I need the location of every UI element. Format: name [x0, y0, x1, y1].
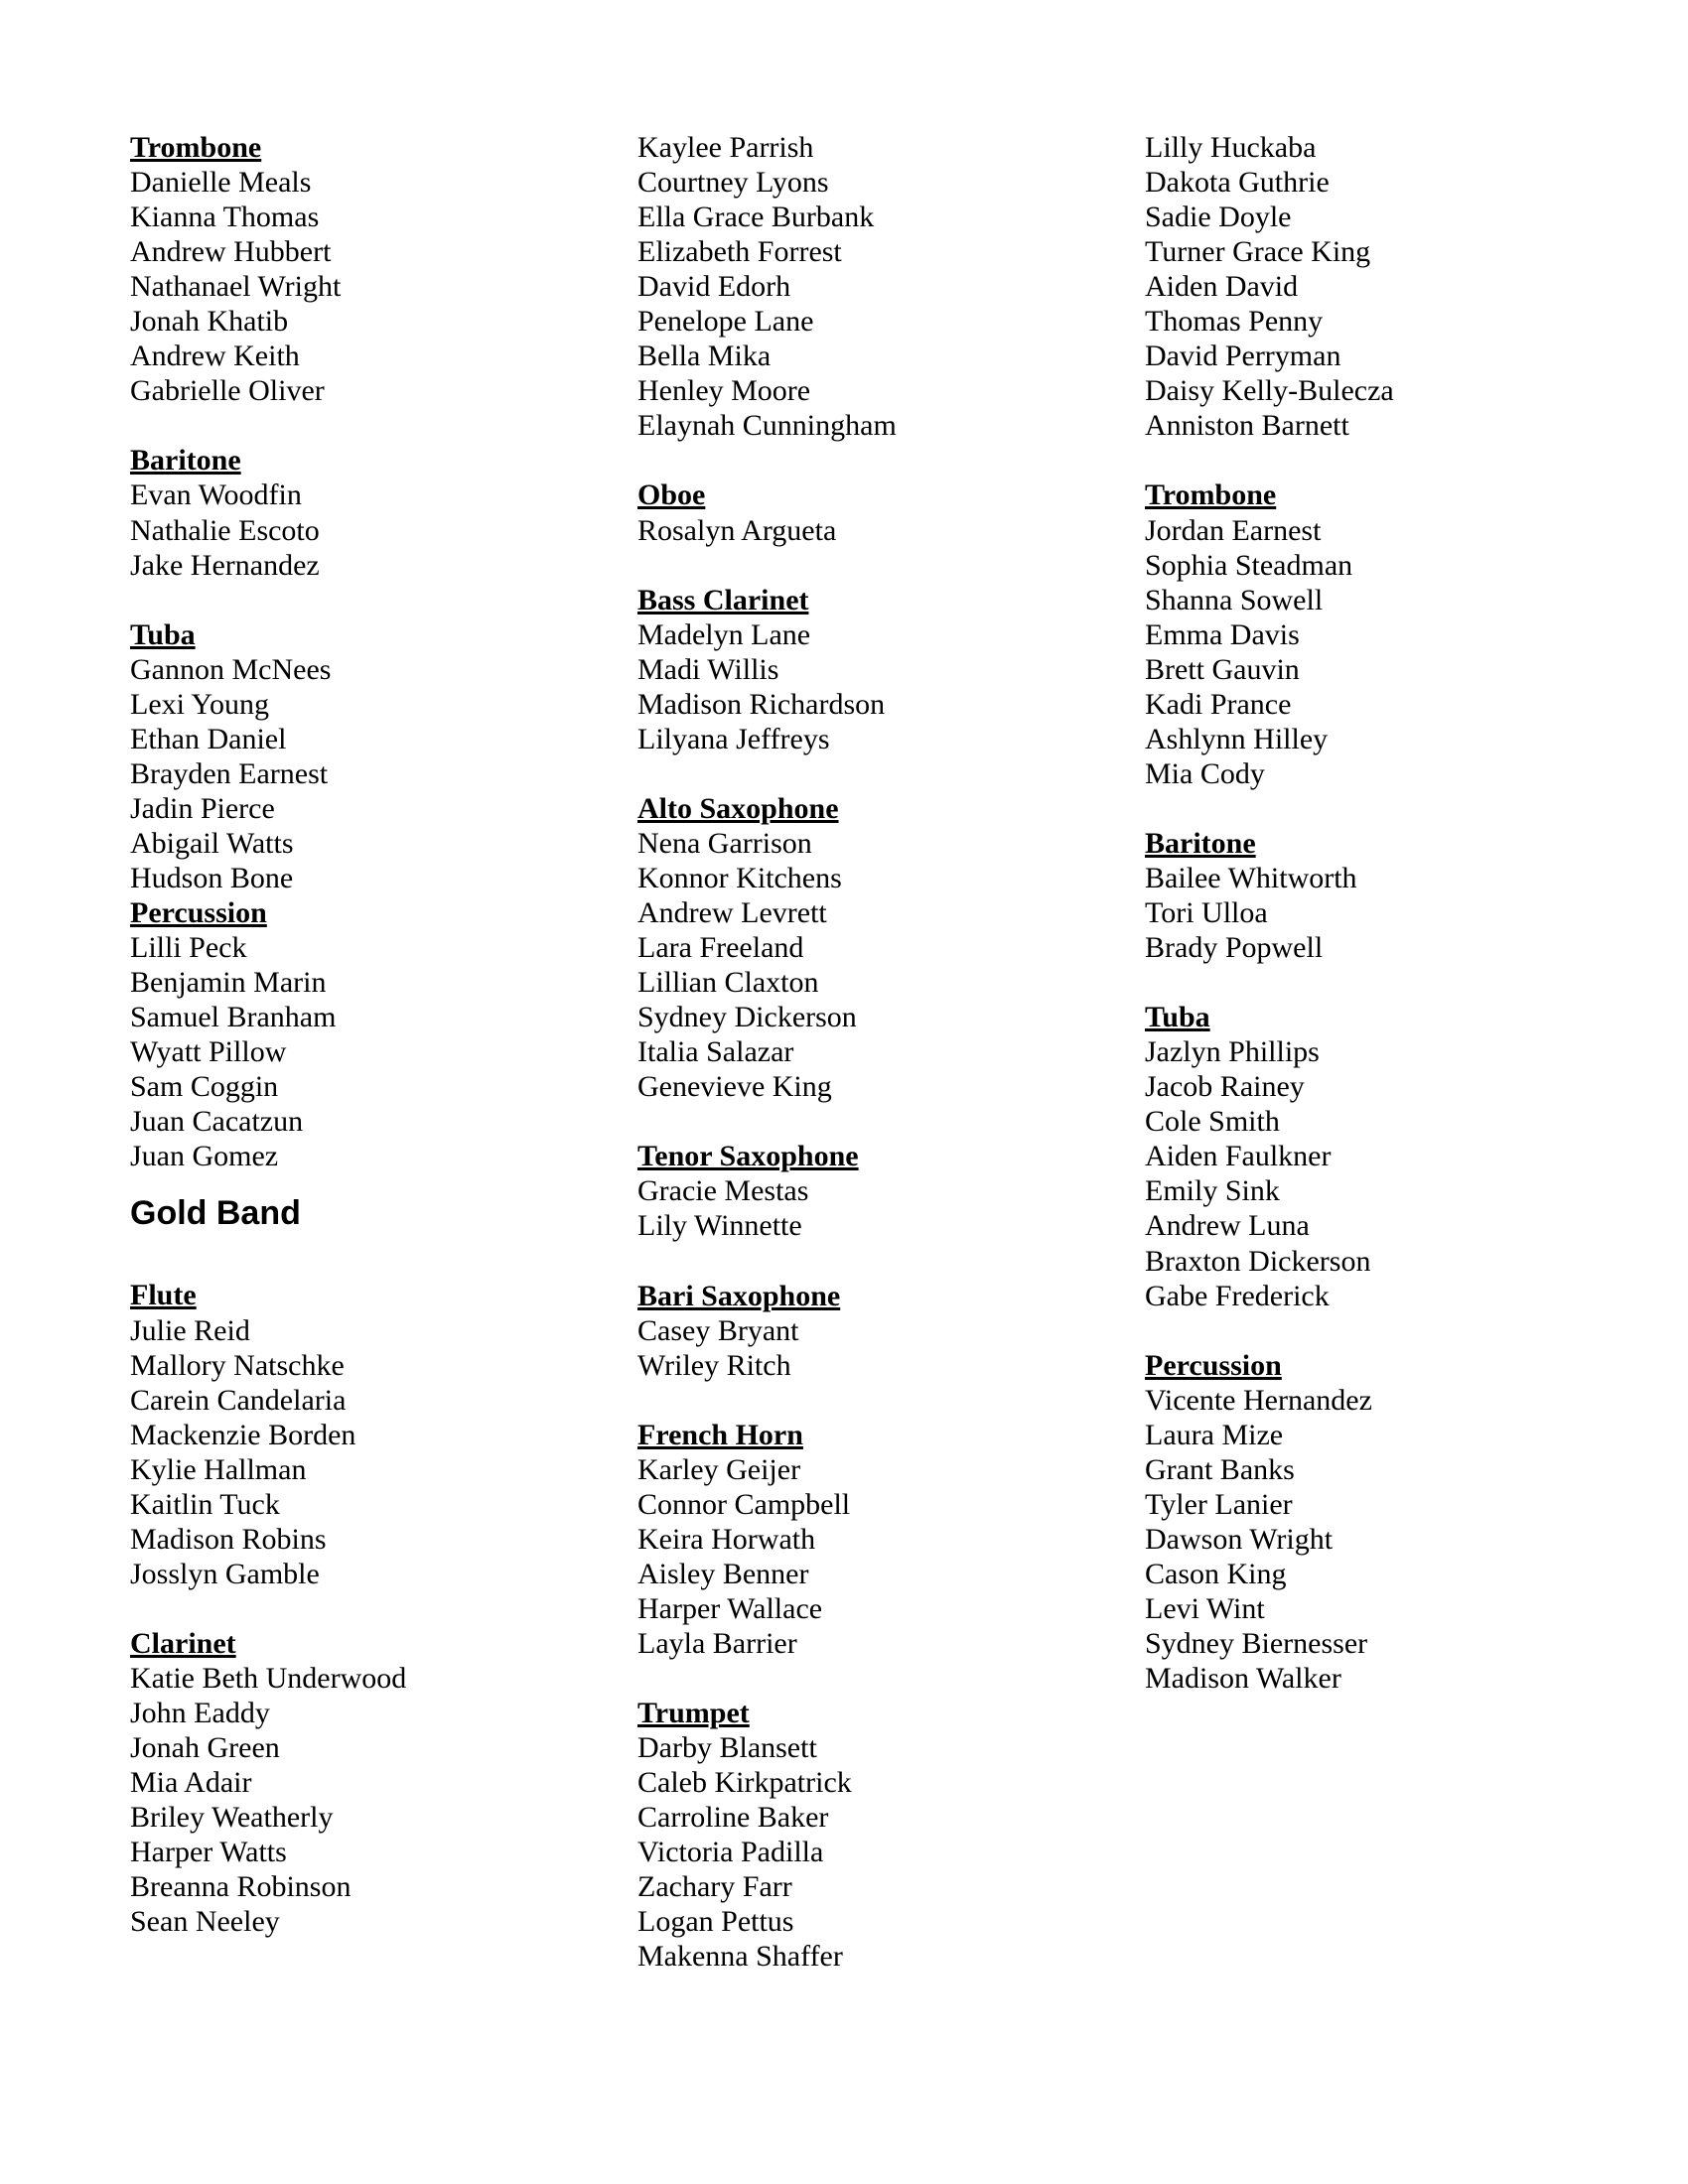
section-spacer	[637, 1661, 1134, 1696]
section-spacer	[130, 408, 627, 443]
section-heading: Clarinet	[130, 1626, 236, 1660]
member-name: Darby Blansett	[637, 1731, 817, 1765]
member-name: Katie Beth Underwood	[130, 1661, 407, 1695]
member-name: Rosalyn Argueta	[637, 513, 837, 547]
section-spacer	[1145, 443, 1641, 478]
member-name: Harper Wallace	[637, 1591, 823, 1625]
section-continued	[637, 130, 1134, 443]
member-name: Julie Reid	[130, 1313, 250, 1347]
section-baritone	[130, 443, 627, 582]
section-tuba	[1145, 1000, 1641, 1312]
member-name: Andrew Levrett	[637, 896, 827, 930]
member-name: Anniston Barnett	[1145, 409, 1349, 443]
section-spacer	[1145, 1313, 1641, 1348]
member-name: Aiden David	[1145, 270, 1299, 304]
section-heading: Tuba	[1145, 1001, 1210, 1034]
member-name: Henley Moore	[637, 374, 811, 408]
member-name: Nathanael Wright	[130, 270, 342, 304]
section-heading: Percussion	[130, 896, 267, 930]
member-name: Bailee Whitworth	[1145, 861, 1357, 894]
member-name: Gabe Frederick	[1145, 1279, 1330, 1312]
section-heading: Bass Clarinet	[637, 583, 809, 616]
section-heading: Trombone	[1145, 478, 1277, 512]
section-clarinet	[130, 1626, 627, 1939]
member-name: Ashlynn Hilley	[1145, 722, 1329, 755]
member-name: Jazlyn Phillips	[1145, 1035, 1320, 1069]
member-name: Mia Cody	[1145, 756, 1265, 790]
member-name: Mia Adair	[130, 1766, 252, 1800]
member-name: Konnor Kitchens	[637, 861, 842, 894]
section-heading: Bari Saxophone	[637, 1279, 841, 1312]
section-spacer	[637, 756, 1134, 791]
member-name: Harper Watts	[130, 1836, 287, 1869]
section-spacer	[637, 443, 1134, 478]
member-name: Cason King	[1145, 1557, 1287, 1590]
member-name: Kianna Thomas	[130, 201, 320, 234]
member-name: Vicente Hernandez	[1145, 1383, 1372, 1417]
member-name: Brayden Earnest	[130, 756, 329, 790]
member-name: Cole Smith	[1145, 1105, 1280, 1139]
member-name: Lillian Claxton	[637, 966, 819, 1000]
member-name: Sydney Biernesser	[1145, 1627, 1368, 1661]
section-tuba	[130, 617, 627, 895]
member-name: Juan Gomez	[130, 1140, 279, 1173]
member-name: Gannon McNees	[130, 652, 332, 686]
section-spacer	[130, 1591, 627, 1626]
section-trombone	[130, 130, 627, 408]
member-name: David Edorh	[637, 270, 791, 304]
member-name: David Perryman	[1145, 340, 1341, 373]
member-name: Jordan Earnest	[1145, 513, 1322, 547]
member-name: Carroline Baker	[637, 1801, 829, 1835]
member-name: Braxton Dickerson	[1145, 1244, 1371, 1278]
section-bari-saxophone	[637, 1279, 1134, 1383]
section-spacer	[1145, 965, 1641, 1000]
member-name: Jonah Green	[130, 1731, 280, 1765]
member-name: Madison Richardson	[637, 687, 886, 721]
member-name: Abigail Watts	[130, 826, 294, 860]
member-name: Genevieve King	[637, 1070, 832, 1104]
member-name: Casey Bryant	[637, 1313, 799, 1347]
member-name: Kadi Prance	[1145, 687, 1292, 721]
member-name: Lilli Peck	[130, 931, 247, 965]
member-name: Lily Winnette	[637, 1209, 802, 1243]
section-baritone	[1145, 826, 1641, 965]
section-spacer	[637, 1104, 1134, 1139]
member-name: Jadin Pierce	[130, 791, 275, 825]
section-tenor-saxophone	[637, 1139, 1134, 1243]
member-name: Connor Campbell	[637, 1487, 851, 1521]
member-name: Brady Popwell	[1145, 931, 1324, 965]
member-name: Grant Banks	[1145, 1452, 1295, 1486]
member-name: Sam Coggin	[130, 1070, 279, 1104]
member-name: Josslyn Gamble	[130, 1557, 320, 1590]
section-heading: French Horn	[637, 1418, 803, 1451]
section-spacer	[637, 1383, 1134, 1418]
member-name: Jonah Khatib	[130, 305, 289, 339]
member-name: Karley Geijer	[637, 1452, 801, 1486]
member-name: Aiden Faulkner	[1145, 1140, 1332, 1173]
member-name: Tori Ulloa	[1145, 896, 1268, 930]
member-name: Briley Weatherly	[130, 1801, 334, 1835]
member-name: Ella Grace Burbank	[637, 201, 875, 234]
member-name: Ethan Daniel	[130, 722, 287, 755]
band-title: Gold Band	[130, 1194, 301, 1233]
member-name: Sophia Steadman	[1145, 548, 1353, 582]
column-1	[130, 130, 627, 1939]
member-name: Andrew Luna	[1145, 1209, 1310, 1243]
section-spacer	[1145, 791, 1641, 826]
member-name: Elizabeth Forrest	[637, 235, 842, 269]
member-name: Keira Horwath	[637, 1522, 816, 1556]
section-continued	[1145, 130, 1641, 443]
member-name: Kaylee Parrish	[637, 131, 814, 164]
section-heading: Alto Saxophone	[637, 791, 839, 825]
member-name: Gracie Mestas	[637, 1174, 809, 1208]
section-alto-saxophone	[637, 791, 1134, 1104]
member-name: Victoria Padilla	[637, 1836, 824, 1869]
member-name: Italia Salazar	[637, 1035, 794, 1069]
member-name: Dawson Wright	[1145, 1522, 1334, 1556]
member-name: Jake Hernandez	[130, 548, 320, 582]
member-name: Dakota Guthrie	[1145, 166, 1330, 200]
section-flute	[130, 1278, 627, 1590]
section-percussion	[1145, 1348, 1641, 1696]
member-name: Hudson Bone	[130, 861, 294, 894]
member-name: Laura Mize	[1145, 1418, 1284, 1451]
section-bass-clarinet	[637, 583, 1134, 756]
member-name: Evan Woodfin	[130, 478, 302, 512]
section-percussion	[130, 895, 627, 1173]
member-name: Nena Garrison	[637, 826, 812, 860]
member-name: Nathalie Escoto	[130, 513, 320, 547]
member-name: Kylie Hallman	[130, 1452, 307, 1486]
column-3	[1145, 130, 1641, 1696]
member-name: Andrew Keith	[130, 340, 300, 373]
member-name: Bella Mika	[637, 340, 772, 373]
section-heading: Trombone	[130, 131, 262, 164]
member-name: Samuel Branham	[130, 1001, 337, 1034]
member-name: Courtney Lyons	[637, 166, 829, 200]
member-name: Emma Davis	[1145, 617, 1300, 651]
member-name: Makenna Shaffer	[637, 1940, 843, 1974]
member-name: Gabrielle Oliver	[130, 374, 325, 408]
member-name: Juan Cacatzun	[130, 1105, 304, 1139]
member-name: Benjamin Marin	[130, 966, 327, 1000]
member-name: Madison Walker	[1145, 1662, 1341, 1696]
section-heading: Percussion	[1145, 1348, 1282, 1382]
member-name: Lara Freeland	[637, 931, 804, 965]
member-name: Sadie Doyle	[1145, 201, 1292, 234]
member-name: Lilly Huckaba	[1145, 131, 1317, 164]
section-heading: Oboe	[637, 478, 706, 512]
section-trombone	[1145, 478, 1641, 790]
member-name: Elaynah Cunningham	[637, 409, 897, 443]
member-name: Thomas Penny	[1145, 305, 1324, 339]
member-name: Sean Neeley	[130, 1905, 280, 1939]
member-name: Lilyana Jeffreys	[637, 722, 830, 755]
member-name: Logan Pettus	[637, 1905, 794, 1939]
member-name: Madelyn Lane	[637, 617, 811, 651]
column-1-top-sections	[130, 130, 627, 1173]
section-heading: Baritone	[1145, 826, 1256, 860]
section-oboe	[637, 478, 1134, 547]
member-name: Mackenzie Borden	[130, 1418, 356, 1451]
member-name: Brett Gauvin	[1145, 652, 1300, 686]
member-name: Tyler Lanier	[1145, 1487, 1293, 1521]
member-name: Wriley Ritch	[637, 1348, 791, 1382]
member-name: Mallory Natschke	[130, 1348, 345, 1382]
member-name: Kaitlin Tuck	[130, 1487, 280, 1521]
section-heading: Tuba	[130, 617, 196, 651]
member-name: Penelope Lane	[637, 305, 814, 339]
member-name: Madison Robins	[130, 1522, 327, 1556]
member-name: Turner Grace King	[1145, 235, 1371, 269]
member-name: Caleb Kirkpatrick	[637, 1766, 852, 1800]
member-name: Zachary Farr	[637, 1870, 792, 1904]
member-name: Wyatt Pillow	[130, 1035, 287, 1069]
member-name: Breanna Robinson	[130, 1870, 352, 1904]
section-spacer	[637, 1244, 1134, 1279]
column-2	[637, 130, 1134, 1974]
member-name: Danielle Meals	[130, 166, 312, 200]
section-trumpet	[637, 1696, 1134, 1974]
section-heading: Trumpet	[637, 1697, 750, 1730]
member-name: Jacob Rainey	[1145, 1070, 1305, 1104]
member-name: Andrew Hubbert	[130, 235, 332, 269]
member-name: Aisley Benner	[637, 1557, 809, 1590]
section-heading: Baritone	[130, 444, 241, 478]
member-name: Lexi Young	[130, 687, 270, 721]
member-name: Daisy Kelly-Bulecza	[1145, 374, 1394, 408]
member-name: Layla Barrier	[637, 1627, 797, 1661]
member-name: Sydney Dickerson	[637, 1001, 857, 1034]
member-name: John Eaddy	[130, 1697, 270, 1730]
section-heading: Tenor Saxophone	[637, 1140, 859, 1173]
member-name: Madi Willis	[637, 652, 779, 686]
member-name: Shanna Sowell	[1145, 583, 1324, 616]
member-name: Carein Candelaria	[130, 1383, 347, 1417]
column-1-bottom-sections	[130, 1278, 627, 1939]
section-spacer	[130, 583, 627, 617]
member-name: Emily Sink	[1145, 1174, 1280, 1208]
member-name: Levi Wint	[1145, 1591, 1265, 1625]
section-heading: Flute	[130, 1279, 197, 1312]
section-french-horn	[637, 1418, 1134, 1661]
section-spacer	[637, 548, 1134, 583]
